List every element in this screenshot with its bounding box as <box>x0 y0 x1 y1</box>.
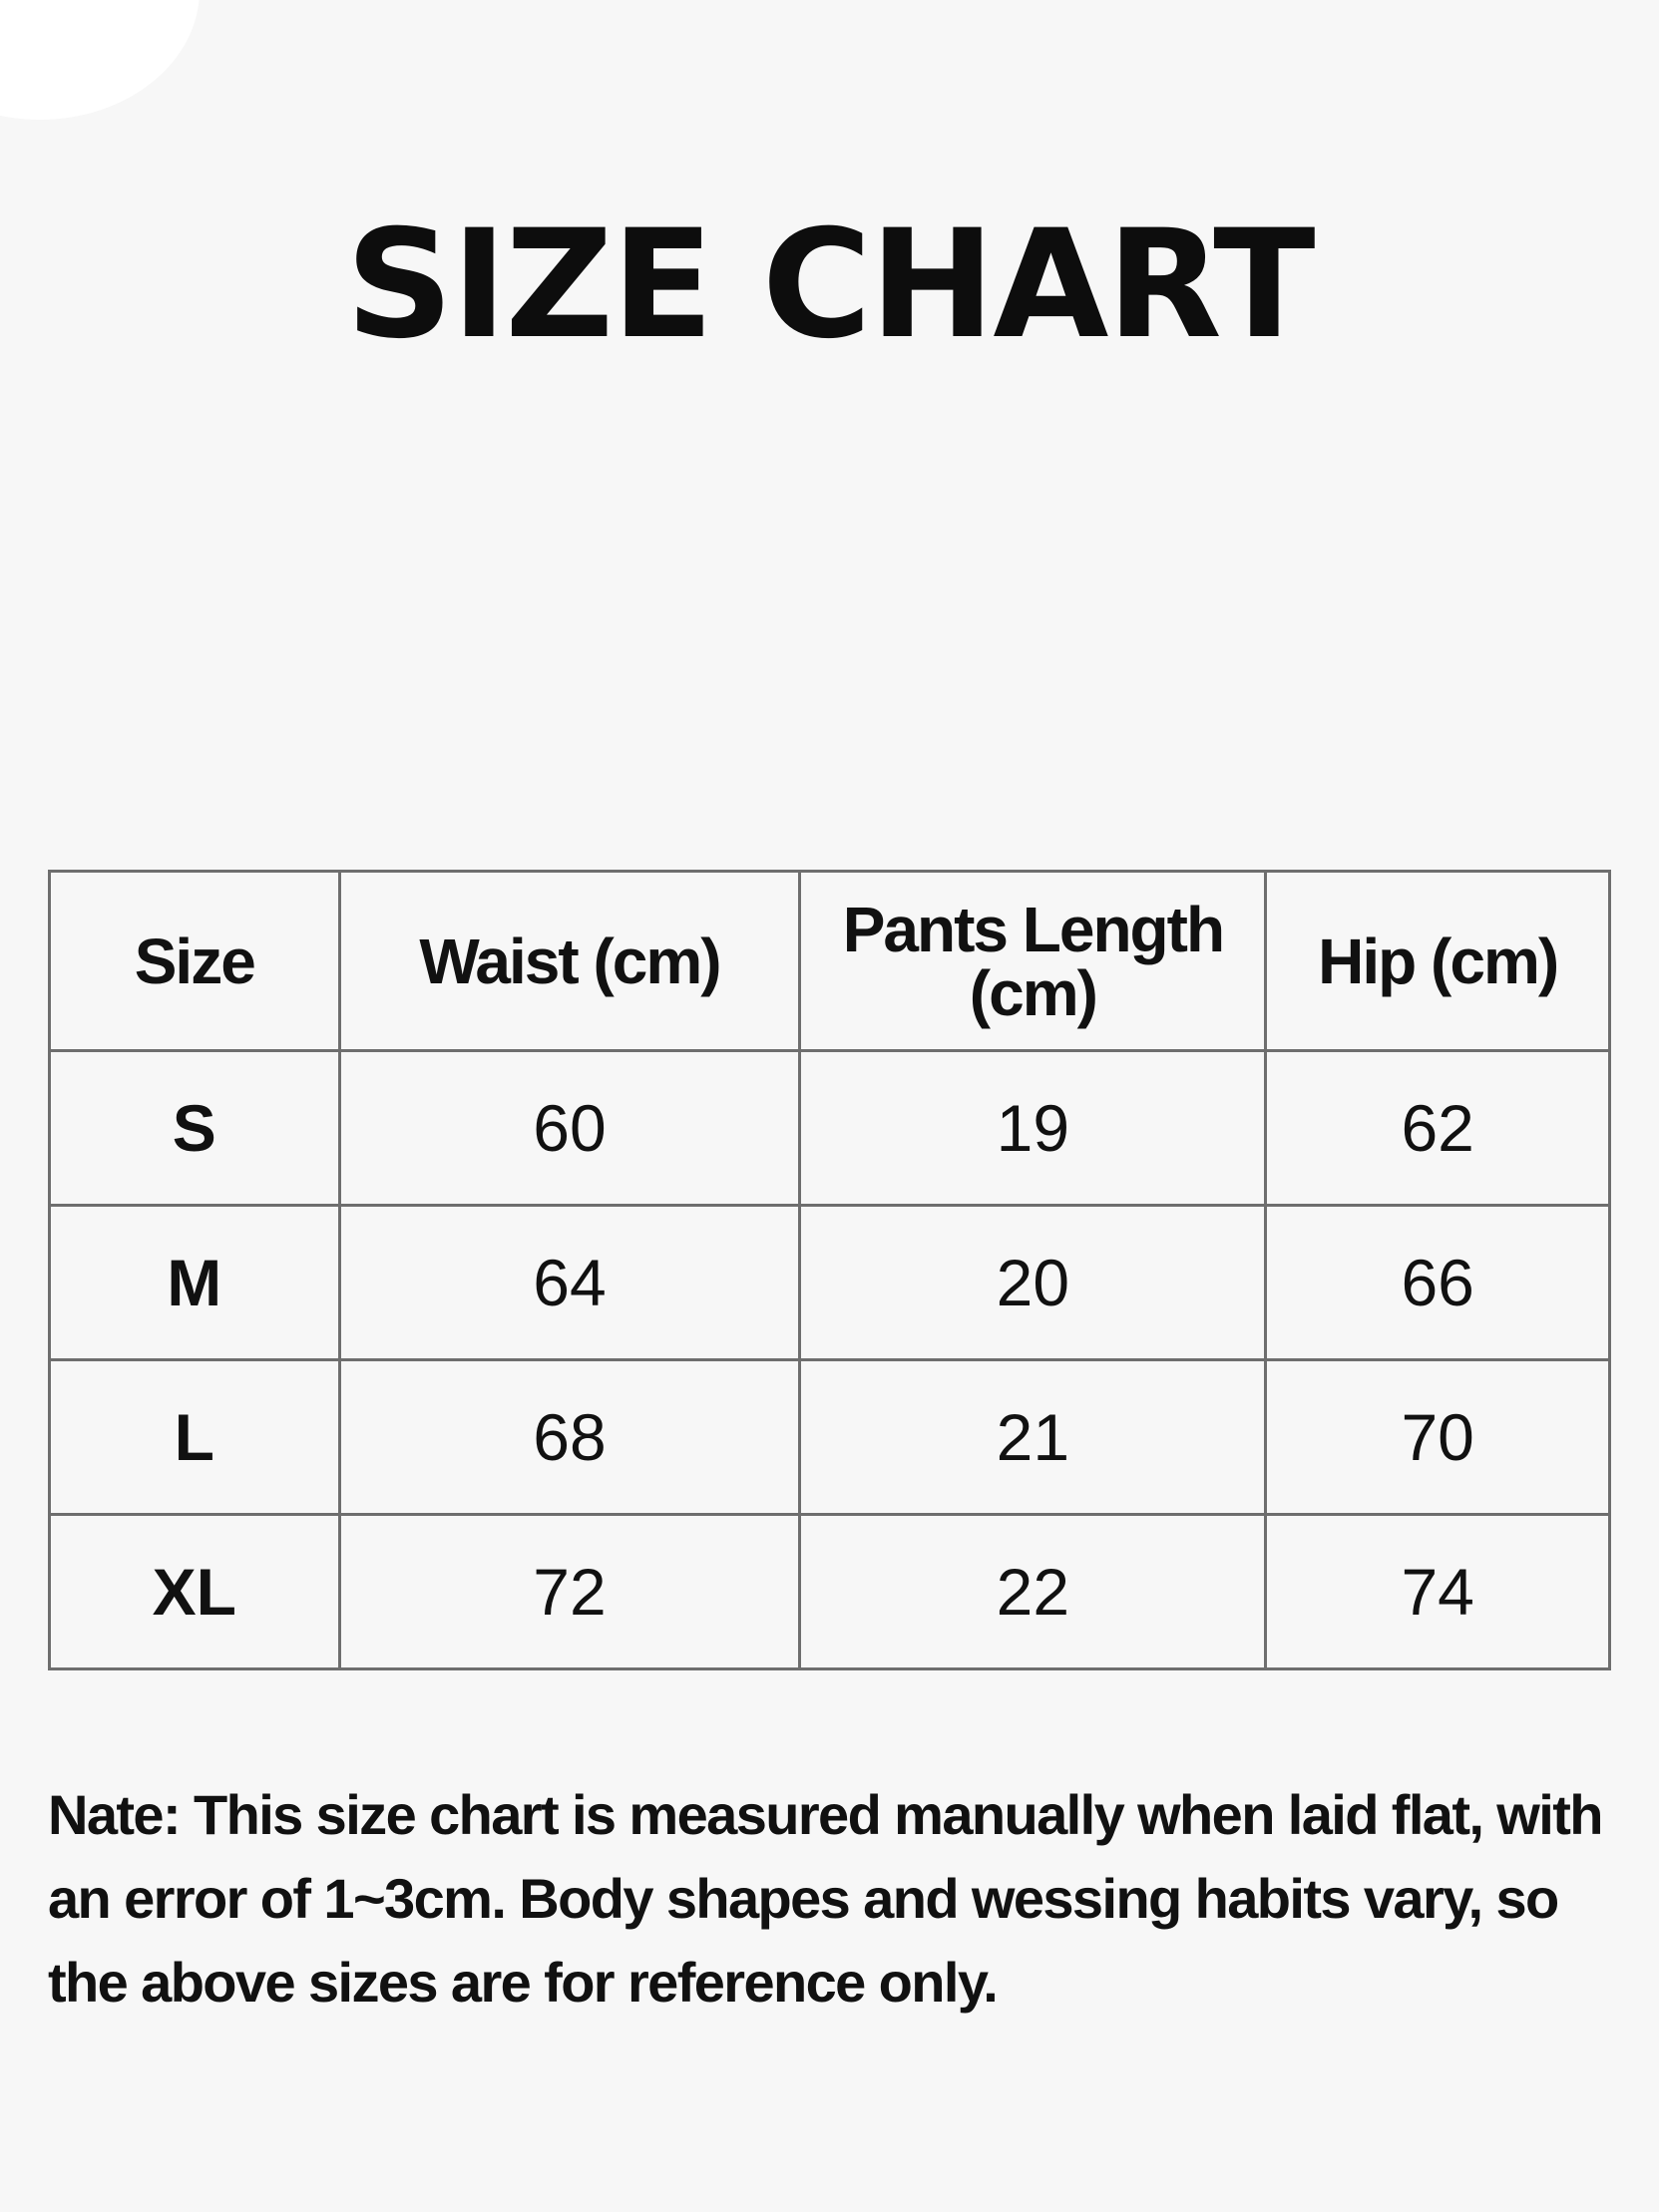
table-row <box>50 1360 1610 1515</box>
header-pants-length: Pants Length (cm) <box>800 872 1266 1051</box>
header-size: Size <box>50 872 340 1051</box>
table-row <box>50 1515 1610 1669</box>
header-row <box>50 872 1610 1051</box>
waist-value: 72 <box>339 1515 800 1669</box>
pants-length-value: 22 <box>800 1515 1266 1669</box>
waist-value: 68 <box>339 1360 800 1515</box>
size-value: L <box>50 1360 340 1515</box>
size-value: S <box>50 1051 340 1206</box>
hip-value: 70 <box>1266 1360 1610 1515</box>
waist-value: 60 <box>339 1051 800 1206</box>
pants-length-value: 21 <box>800 1360 1266 1515</box>
size-value: XL <box>50 1515 340 1669</box>
size-table <box>48 870 1611 1670</box>
waist-value: 64 <box>339 1206 800 1360</box>
size-value: M <box>50 1206 340 1360</box>
pants-length-value: 20 <box>800 1206 1266 1360</box>
table-row <box>50 1206 1610 1360</box>
pants-length-value: 19 <box>800 1051 1266 1206</box>
measurement-note: Nate: This size chart is measured manually when laid flat, with an error of 1~3cm. Body shapes and wessing habits vary, so the above sizes are for reference only. <box>48 1783 1602 2014</box>
header-waist: Waist (cm) <box>339 872 800 1051</box>
page-title: SIZE CHART <box>345 197 1314 372</box>
table-body <box>50 1051 1610 1669</box>
table-row <box>50 1051 1610 1206</box>
hip-value: 62 <box>1266 1051 1610 1206</box>
header-hip: Hip (cm) <box>1266 872 1610 1051</box>
hip-value: 66 <box>1266 1206 1610 1360</box>
corner-decoration <box>0 0 200 120</box>
hip-value: 74 <box>1266 1515 1610 1669</box>
table-header <box>50 872 1610 1051</box>
